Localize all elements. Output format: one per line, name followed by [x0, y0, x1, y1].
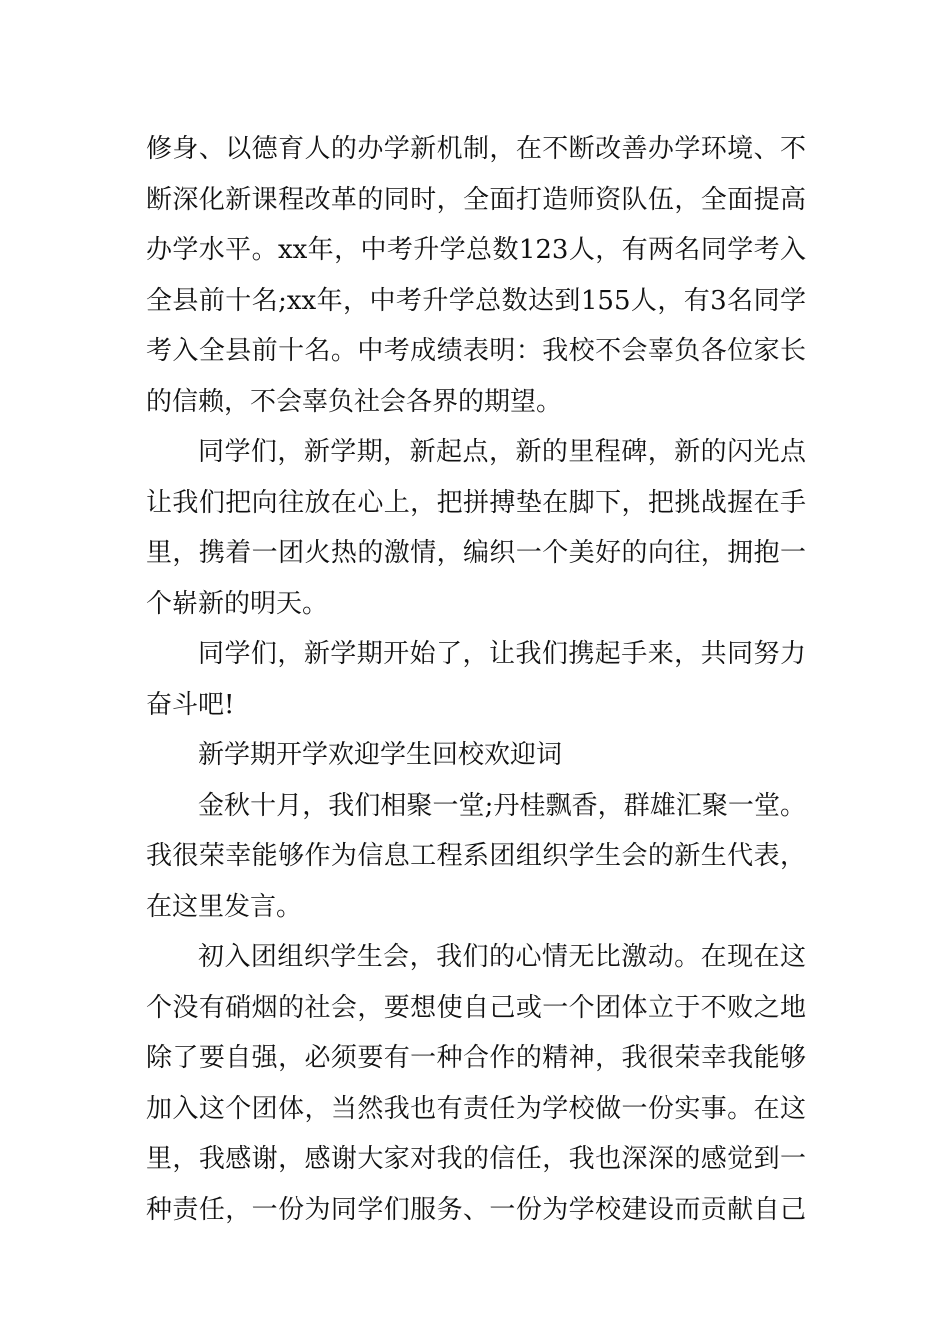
section-title: 新学期开学欢迎学生回校欢迎词 — [198, 740, 563, 770]
text-line: 除了要自强，必须要有一种合作的精神，我很荣幸我能够 — [146, 1043, 806, 1073]
text-line: 奋斗吧! — [146, 689, 235, 720]
text-line: 让我们把向往放在心上，把拼搏垫在脚下，把挑战握在手 — [146, 487, 806, 518]
text-line: 加入这个团体，当然我也有责任为学校做一份实事。在这 — [146, 1093, 806, 1124]
text-line: 种责任，一份为同学们服务、一份为学校建设而贡献自己 — [146, 1194, 806, 1225]
text-line: 里，我感谢，感谢大家对我的信任，我也深深的感觉到一 — [146, 1144, 806, 1174]
text-line: 个崭新的明天。 — [146, 588, 329, 619]
paragraph-first-line: 金秋十月，我们相聚一堂;丹桂飘香，群雄汇聚一堂。 — [198, 790, 806, 821]
text-line: 里，携着一团火热的激情，编织一个美好的向往，拥抱一 — [146, 538, 806, 568]
text-line: 修身、以德育人的办学新机制，在不断改善办学环境、不 — [146, 134, 806, 164]
paragraph-first-line: 同学们，新学期开始了，让我们携起手来，共同努力 — [198, 639, 806, 669]
paragraph-first-line: 初入团组织学生会，我们的心情无比激动。在现在这 — [198, 942, 806, 972]
text-line: 的信赖，不会辜负社会各界的期望。 — [146, 386, 563, 417]
document-body — [146, 124, 806, 1235]
text-line: 断深化新课程改革的同时，全面打造师资队伍，全面提高 — [146, 184, 806, 215]
text-line: 在这里发言。 — [146, 891, 303, 922]
text-line: 办学水平。xx年，中考升学总数123人，有两名同学考入 — [146, 235, 806, 265]
text-line: 考入全县前十名。中考成绩表明：我校不会辜负各位家长 — [146, 336, 806, 366]
text-line: 我很荣幸能够作为信息工程系团组织学生会的新生代表， — [146, 841, 806, 871]
text-line: 个没有硝烟的社会，要想使自己或一个团体立于不败之地 — [146, 992, 806, 1023]
paragraph-first-line: 同学们，新学期，新起点，新的里程碑，新的闪光点 — [198, 437, 806, 467]
text-line: 全县前十名;xx年，中考升学总数达到155人，有3名同学 — [146, 285, 806, 316]
